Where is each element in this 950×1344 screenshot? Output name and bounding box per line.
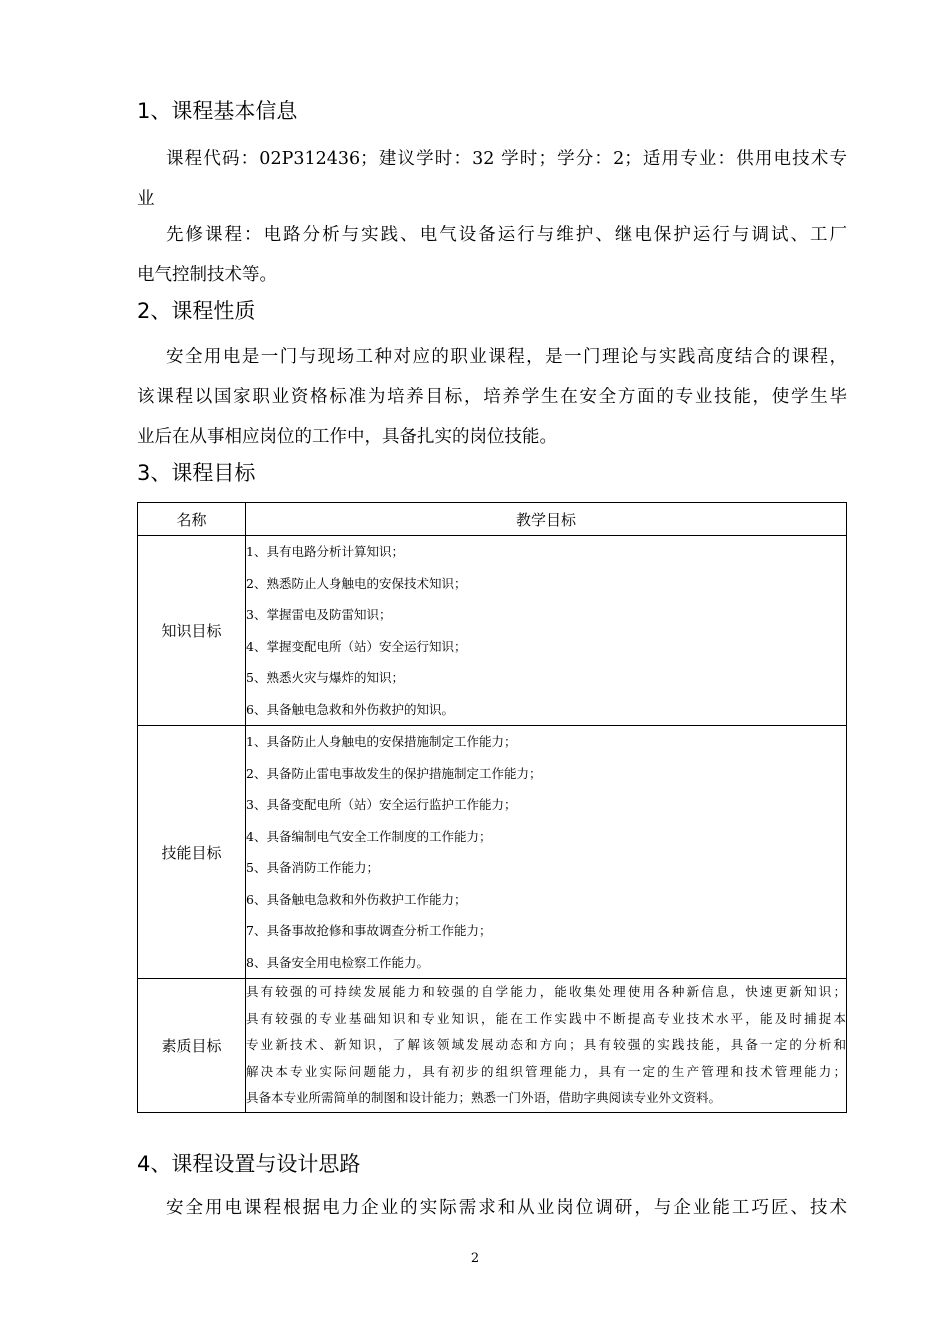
course-code-line: 课程代码：02P312436；建议学时：32 学时；学分：2；适用专业：供用电技术专 xyxy=(166,149,847,169)
table-row-quality xyxy=(138,979,847,1113)
section-1-heading: 1、课程基本信息 xyxy=(137,99,298,123)
section-2-heading: 2、课程性质 xyxy=(137,299,256,323)
table-row-skill xyxy=(138,726,847,979)
skill-item: 4、具备编制电气安全工作制度的工作能力； xyxy=(246,828,492,844)
prerequisite-line: 先修课程：电路分析与实践、电气设备运行与维护、继电保护运行与调试、工厂 xyxy=(166,225,847,245)
course-code-paragraph xyxy=(137,139,847,219)
skill-item: 6、具备触电急救和外伤救护工作能力； xyxy=(246,891,467,907)
section-3-heading: 3、课程目标 xyxy=(137,461,256,485)
knowledge-item: 4、掌握变配电所（站）安全运行知识； xyxy=(246,638,467,654)
knowledge-item: 2、熟悉防止人身触电的安保技术知识； xyxy=(246,575,467,591)
quality-text-line: 具有较强的专业基础知识和专业知识，能在工作实践中不断提高专业技术水平，能及时捕捉本 xyxy=(246,1010,846,1026)
quality-text-line: 具有较强的可持续发展能力和较强的自学能力，能收集处理使用各种新信息，快速更新知识； xyxy=(246,984,846,999)
knowledge-item: 1、具有电路分析计算知识； xyxy=(246,544,404,559)
section-4-heading: 4、课程设置与设计思路 xyxy=(137,1152,361,1176)
skill-item: 2、具备防止雷电事故发生的保护措施制定工作能力； xyxy=(246,765,542,781)
course-nature-paragraph xyxy=(137,337,847,457)
table-header-row xyxy=(138,503,847,536)
knowledge-item: 6、具备触电急救和外伤救护的知识。 xyxy=(246,701,454,717)
nature-line-2: 该课程以国家职业资格标准为培养目标，培养学生在安全方面的专业技能，使学生毕 xyxy=(137,387,847,407)
course-code-line-cont: 业 xyxy=(137,189,155,209)
knowledge-item: 5、熟悉火灾与爆炸的知识； xyxy=(246,670,404,685)
quality-text-line: 专业新技术、新知识，了解该领域发展动态和方向；具有较强的实践技能，具备一定的分析和 xyxy=(246,1037,846,1052)
skill-goals-cell xyxy=(246,726,847,979)
column-header-goal: 教学目标 xyxy=(246,503,847,536)
prerequisite-paragraph xyxy=(137,215,847,295)
quality-text-line: 解决本专业实际问题能力，具有初步的组织管理能力，具有一定的生产管理和技术管理能力； xyxy=(246,1063,846,1079)
page-number: 2 xyxy=(470,1251,480,1266)
table-row-knowledge xyxy=(138,536,847,726)
prerequisite-line-cont: 电气控制技术等。 xyxy=(137,265,277,285)
skill-item: 8、具备安全用电检察工作能力。 xyxy=(246,954,429,970)
quality-text-line: 具备本专业所需简单的制图和设计能力；熟悉一门外语，借助字典阅读专业外文资料。 xyxy=(246,1090,722,1105)
skill-item: 3、具备变配电所（站）安全运行监护工作能力； xyxy=(246,797,517,812)
knowledge-item: 3、掌握雷电及防雷知识； xyxy=(246,607,392,622)
knowledge-goals-cell xyxy=(246,536,847,726)
row-name-quality: 素质目标 xyxy=(138,979,246,1113)
row-name-knowledge: 知识目标 xyxy=(138,536,246,726)
nature-line-3: 业后在从事相应岗位的工作中，具备扎实的岗位技能。 xyxy=(137,427,557,447)
quality-goals-cell xyxy=(246,979,847,1113)
skill-item: 5、具备消防工作能力； xyxy=(246,860,379,875)
row-name-skill: 技能目标 xyxy=(138,726,246,979)
skill-item: 7、具备事故抢修和事故调查分析工作能力； xyxy=(246,923,492,938)
design-paragraph xyxy=(137,1188,847,1228)
skill-item: 1、具备防止人身触电的安保措施制定工作能力； xyxy=(246,734,517,749)
design-line-1: 安全用电课程根据电力企业的实际需求和从业岗位调研，与企业能工巧匠、技术 xyxy=(166,1198,847,1218)
nature-line-1: 安全用电是一门与现场工种对应的职业课程，是一门理论与实践高度结合的课程， xyxy=(166,347,847,367)
column-header-name: 名称 xyxy=(138,503,246,536)
course-goals-table xyxy=(137,502,847,1113)
